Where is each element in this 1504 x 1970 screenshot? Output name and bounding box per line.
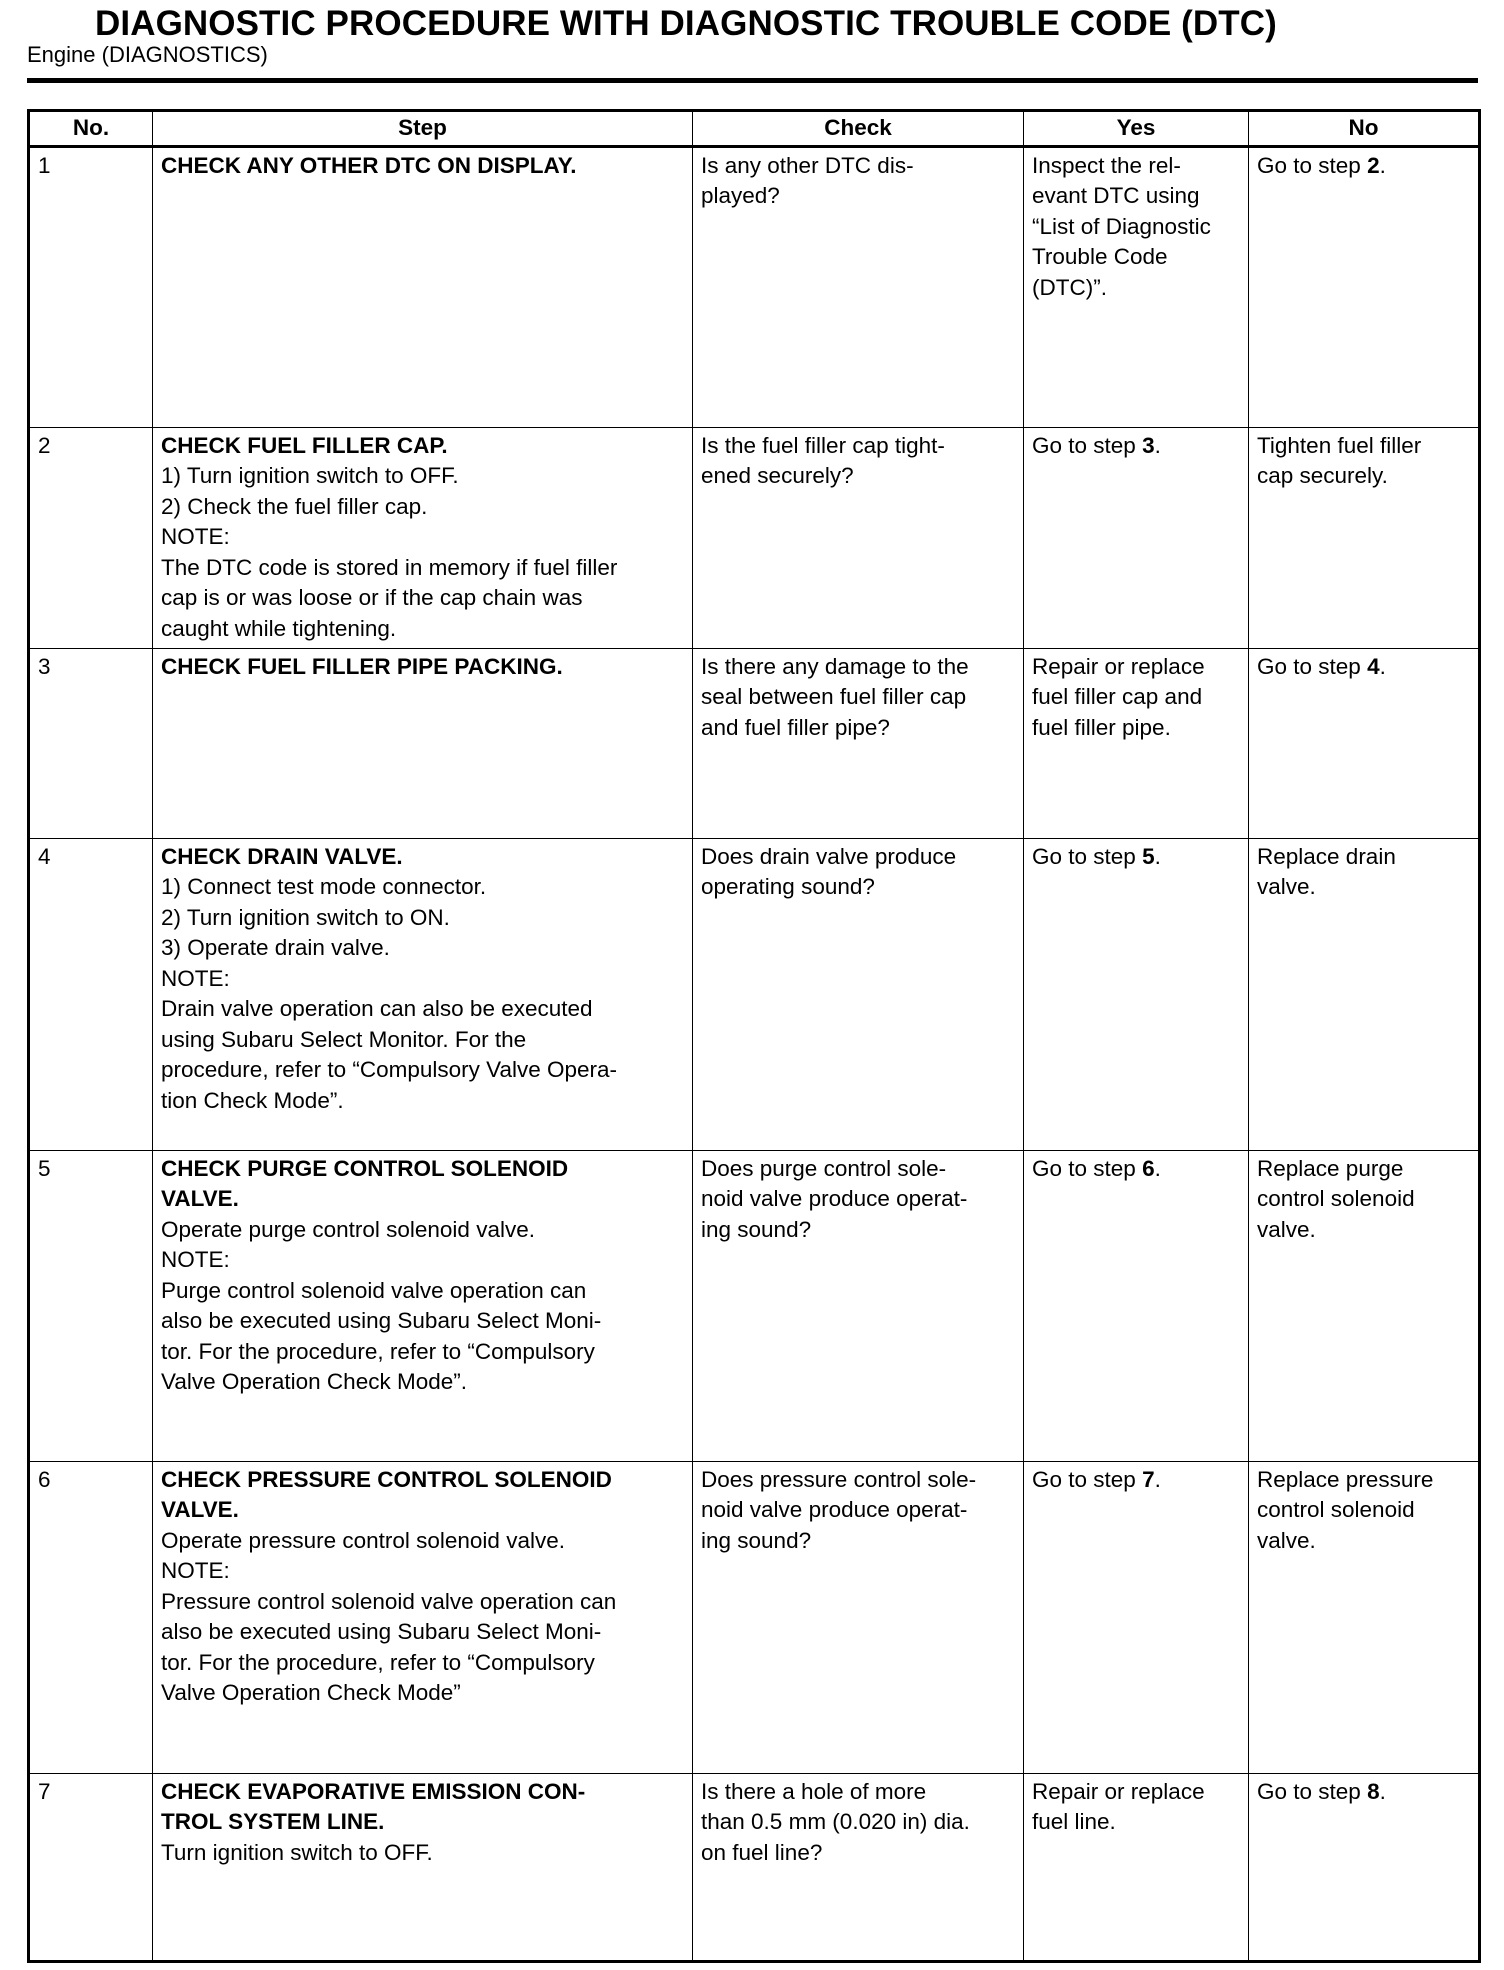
check-text: on fuel line? — [701, 1839, 823, 1865]
step-text: 2) Turn ignition switch to ON. — [161, 904, 450, 930]
yes-cell: Go to step 7. — [1024, 1461, 1249, 1773]
step-title: TROL SYSTEM LINE. — [161, 1809, 385, 1834]
check-cell — [693, 648, 1024, 838]
step-cell — [153, 838, 693, 1150]
no-cell — [1249, 838, 1480, 1150]
row-number: 2 — [29, 427, 153, 648]
step-text: 1) Turn ignition switch to OFF. — [161, 463, 459, 488]
check-text: played? — [701, 183, 780, 208]
step-text: Operate purge control solenoid valve. — [161, 1216, 535, 1242]
check-text: Does drain valve produce — [701, 843, 957, 869]
column-header-step: Step — [153, 111, 693, 147]
step-text: also be executed using Subaru Select Moni- — [161, 1619, 602, 1644]
step-text: NOTE: — [161, 1558, 230, 1583]
row-number: 1 — [29, 146, 153, 427]
no-text: Replace drain — [1257, 843, 1396, 869]
step-text: Valve Operation Check Mode” — [161, 1680, 461, 1705]
no-text: Go to step — [1257, 653, 1368, 679]
table-row — [29, 1773, 1480, 1961]
check-text: ing sound? — [701, 1216, 812, 1242]
check-cell — [693, 1150, 1024, 1461]
step-cell — [153, 1150, 693, 1461]
step-reference: 8 — [1367, 1778, 1380, 1804]
yes-cell — [1024, 1773, 1249, 1961]
no-text: Tighten fuel filler — [1257, 432, 1422, 458]
column-header-no-action: No — [1249, 111, 1480, 147]
step-text: tion Check Mode”. — [161, 1087, 344, 1113]
step-text: procedure, refer to “Compulsory Valve Opera- — [161, 1057, 618, 1082]
step-cell — [153, 427, 693, 648]
check-cell — [693, 1461, 1024, 1773]
step-text: 3) Operate drain valve. — [161, 935, 390, 960]
no-text: valve. — [1257, 874, 1316, 899]
yes-text: Trouble Code — [1032, 244, 1168, 269]
step-title: CHECK FUEL FILLER PIPE PACKING. — [161, 653, 563, 679]
header-rule — [27, 78, 1478, 83]
yes-text: Go to step — [1032, 1466, 1143, 1492]
table-row — [29, 1150, 1480, 1461]
no-cell — [1249, 427, 1480, 648]
step-text: NOTE: — [161, 1247, 230, 1272]
step-title: CHECK PRESSURE CONTROL SOLENOID — [161, 1466, 612, 1492]
check-text: Is there any damage to the — [701, 653, 969, 679]
step-reference: 2 — [1367, 152, 1380, 178]
step-title: CHECK EVAPORATIVE EMISSION CON- — [161, 1778, 586, 1804]
yes-text: Go to step — [1032, 843, 1143, 869]
step-reference: 3 — [1142, 432, 1155, 458]
yes-text: “List of Diagnostic — [1032, 213, 1211, 239]
yes-cell: Go to step 6. — [1024, 1150, 1249, 1461]
no-cell: Go to step 8. — [1249, 1773, 1480, 1961]
step-reference: 6 — [1142, 1155, 1155, 1181]
step-text: The DTC code is stored in memory if fuel filler — [161, 554, 618, 580]
step-reference: 7 — [1142, 1466, 1155, 1492]
step-reference: 5 — [1142, 843, 1155, 869]
yes-text: (DTC)”. — [1032, 274, 1107, 300]
step-title: CHECK PURGE CONTROL SOLENOID — [161, 1155, 569, 1181]
yes-cell — [1024, 648, 1249, 838]
row-number: 7 — [29, 1773, 153, 1961]
column-header-yes: Yes — [1024, 111, 1249, 147]
row-number: 6 — [29, 1461, 153, 1773]
check-text: Does pressure control sole- — [701, 1466, 977, 1492]
column-header-no: No. — [29, 111, 153, 147]
step-title: CHECK DRAIN VALVE. — [161, 843, 403, 869]
yes-cell — [1024, 146, 1249, 427]
table-row — [29, 838, 1480, 1150]
check-text: Does purge control sole- — [701, 1155, 947, 1181]
no-text: Replace pressure — [1257, 1466, 1434, 1492]
table-header-row — [29, 111, 1480, 147]
no-text: Go to step — [1257, 152, 1368, 178]
check-text: seal between fuel filler cap — [701, 684, 967, 709]
check-text: and fuel filler pipe? — [701, 714, 890, 740]
row-number: 4 — [29, 838, 153, 1150]
step-text: NOTE: — [161, 524, 230, 549]
step-text: tor. For the procedure, refer to “Compulsory — [161, 1649, 595, 1675]
yes-text: fuel filler pipe. — [1032, 714, 1171, 740]
table-row — [29, 427, 1480, 648]
no-cell — [1249, 1150, 1480, 1461]
step-text: caught while tightening. — [161, 615, 397, 641]
table-row — [29, 648, 1480, 838]
yes-text: Go to step — [1032, 432, 1143, 458]
no-text: valve. — [1257, 1216, 1316, 1242]
no-text: Go to step — [1257, 1778, 1368, 1804]
yes-text: fuel line. — [1032, 1809, 1116, 1834]
yes-cell: Go to step 3. — [1024, 427, 1249, 648]
check-text: noid valve produce operat- — [701, 1497, 968, 1522]
check-text: noid valve produce operat- — [701, 1186, 968, 1211]
no-text: Replace purge — [1257, 1155, 1404, 1181]
yes-text: evant DTC using — [1032, 183, 1200, 208]
step-text: NOTE: — [161, 965, 230, 991]
no-cell — [1249, 1461, 1480, 1773]
check-cell — [693, 427, 1024, 648]
column-header-check: Check — [693, 111, 1024, 147]
yes-text: Inspect the rel- — [1032, 152, 1181, 178]
row-number: 5 — [29, 1150, 153, 1461]
check-cell — [693, 838, 1024, 1150]
yes-text: fuel filler cap and — [1032, 684, 1203, 709]
step-title: VALVE. — [161, 1497, 239, 1522]
step-text: Valve Operation Check Mode”. — [161, 1369, 467, 1394]
dtc-procedure-table — [27, 109, 1481, 1963]
table-row — [29, 1461, 1480, 1773]
check-text: Is any other DTC dis- — [701, 152, 914, 178]
check-text: ing sound? — [701, 1527, 812, 1553]
no-text: control solenoid — [1257, 1186, 1415, 1211]
row-number: 3 — [29, 648, 153, 838]
step-title: CHECK FUEL FILLER CAP. — [161, 432, 448, 458]
step-text: cap is or was loose or if the cap chain was — [161, 585, 583, 610]
step-text: tor. For the procedure, refer to “Compulsory — [161, 1338, 595, 1364]
page-title: DIAGNOSTIC PROCEDURE WITH DIAGNOSTIC TROUBLE CODE (DTC) — [95, 4, 1277, 43]
step-text: also be executed using Subaru Select Moni- — [161, 1308, 602, 1333]
step-text: Drain valve operation can also be executed — [161, 996, 593, 1021]
check-cell — [693, 146, 1024, 427]
step-cell — [153, 146, 693, 427]
step-title: CHECK ANY OTHER DTC ON DISPLAY. — [161, 152, 577, 178]
no-text: valve. — [1257, 1527, 1316, 1553]
yes-text: Go to step — [1032, 1155, 1143, 1181]
check-text: than 0.5 mm (0.020 in) dia. — [701, 1809, 970, 1834]
step-reference: 4 — [1367, 653, 1380, 679]
step-text: 2) Check the fuel filler cap. — [161, 493, 428, 519]
step-text: 1) Connect test mode connector. — [161, 874, 487, 899]
step-text: Turn ignition switch to OFF. — [161, 1839, 433, 1865]
step-text: Purge control solenoid valve operation can — [161, 1277, 587, 1303]
step-cell — [153, 1461, 693, 1773]
yes-cell: Go to step 5. — [1024, 838, 1249, 1150]
step-title: VALVE. — [161, 1186, 239, 1211]
table-row — [29, 146, 1480, 427]
check-text: Is there a hole of more — [701, 1778, 927, 1804]
page-subtitle: Engine (DIAGNOSTICS) — [27, 42, 268, 67]
step-text: using Subaru Select Monitor. For the — [161, 1026, 527, 1052]
no-cell: Go to step 4. — [1249, 648, 1480, 838]
check-cell — [693, 1773, 1024, 1961]
step-cell — [153, 1773, 693, 1961]
step-text: Operate pressure control solenoid valve. — [161, 1527, 565, 1553]
yes-text: Repair or replace — [1032, 653, 1205, 679]
check-text: Is the fuel filler cap tight- — [701, 432, 945, 458]
check-text: ened securely? — [701, 463, 854, 488]
no-text: control solenoid — [1257, 1497, 1415, 1522]
step-text: Pressure control solenoid valve operation can — [161, 1588, 617, 1614]
no-text: cap securely. — [1257, 463, 1388, 488]
check-text: operating sound? — [701, 874, 875, 899]
no-cell: Go to step 2. — [1249, 146, 1480, 427]
yes-text: Repair or replace — [1032, 1778, 1205, 1804]
step-cell — [153, 648, 693, 838]
